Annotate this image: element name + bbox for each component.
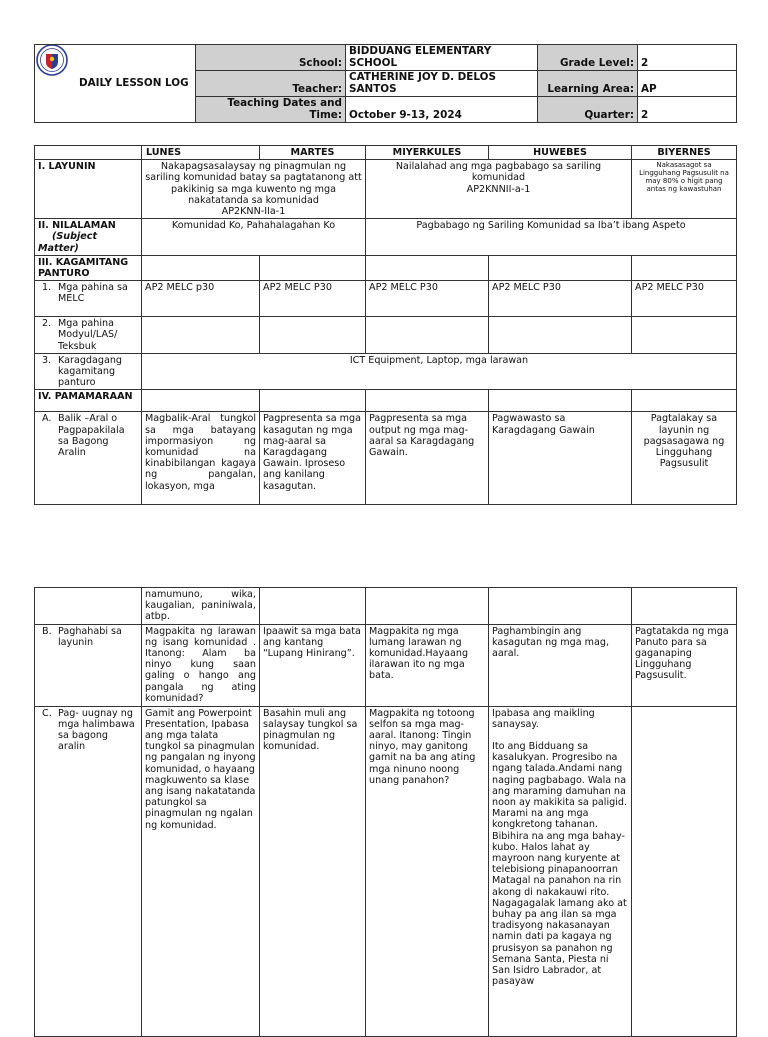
pamamaraan-a-num: A.	[42, 413, 52, 425]
area-label: Learning Area:	[538, 71, 638, 97]
layunin-fri: Nakasasagot sa Lingguhang Pagsusulit na may 80% o higit pang antas ng kawastuhan	[632, 160, 737, 219]
nilalaman-mon-tue: Komunidad Ko, Pahahalagahan Ko	[142, 219, 366, 256]
header-table	[34, 44, 737, 123]
grade-label: Grade Level:	[538, 45, 638, 71]
lesson-table-page1	[34, 145, 737, 505]
pamamaraan-c-num: C.	[42, 707, 52, 719]
layunin-wed-thu-code: AP2KNNII-a-1	[466, 183, 531, 195]
kagamitang-row1-martes: AP2 MELC P30	[260, 281, 366, 317]
kagamitang-row1-huwebes: AP2 MELC P30	[489, 281, 632, 317]
school-label: School:	[196, 45, 346, 71]
pamamaraan-b-huwebes: Paghambingin ang kasagutan ng mga mag, aaral.	[489, 624, 632, 706]
teacher-value: CATHERINE JOY D. DELOS SANTOS	[346, 71, 538, 97]
dates-label: Teaching Dates and Time:	[196, 97, 346, 123]
quarter-value: 2	[638, 97, 737, 123]
pamamaraan-a-lunes: Magbalik-Aral tungkol sa mga batayang impormasiyon ng komunidad na kinabibilangan kagaya ng pangalan, lokasyon, mga	[142, 412, 260, 505]
pamamaraan-a-lunes-continued: namumuno, wika, kaugalian, paniniwala, atbp.	[142, 588, 260, 625]
subject-matter-label: (Subject Matter)	[38, 231, 98, 254]
section-kagamitang: III. KAGAMITANG PANTURO	[35, 255, 142, 280]
layunin-wed-thu-text: Nailalahad ang mga pagbabago sa sariling komunidad	[395, 161, 602, 184]
kagamitang-row1-lunes: AP2 MELC p30	[142, 281, 260, 317]
day-header-huwebes: HUWEBES	[489, 146, 632, 160]
kagamitang-row2-label: 2. Mga pahina Modyul/LAS/ Teksbuk	[35, 317, 142, 354]
dates-value: October 9-13, 2024	[346, 97, 538, 123]
pamamaraan-c-huwebes-instruction: Ipabasa ang maikling sanaysay.	[492, 707, 595, 730]
pamamaraan-b-num: B.	[42, 625, 52, 637]
pamamaraan-b-biyernes: Pagtatakda ng mga Panuto para sa gaganaping Lingguhang Pagsusulit.	[632, 624, 737, 706]
pamamaraan-b-miyerkules: Magpakita ng mga lumang larawan ng komunidad.Hayaang ilarawan ito ng mga bata.	[366, 624, 489, 706]
day-header-biyernes: BIYERNES	[632, 146, 737, 160]
section-nilalaman	[35, 219, 142, 256]
layunin-mon-tue	[142, 160, 366, 219]
pamamaraan-b-label: B. Paghahabi sa layunin	[35, 624, 142, 706]
nilalaman-wed-fri: Pagbabago ng Sariling Komunidad sa Iba’t ibang Aspeto	[366, 219, 737, 256]
pamamaraan-a-huwebes: Pagwawasto sa Karagdagang Gawain	[489, 412, 632, 505]
kagamitang-row1-biyernes: AP2 MELC P30	[632, 281, 737, 317]
pamamaraan-c-label: C. Pag- uugnay ng mga halimbawa sa bagong aralin	[35, 706, 142, 1036]
kagamitang-row1-miyerkules: AP2 MELC P30	[366, 281, 489, 317]
section-layunin: I. LAYUNIN	[35, 160, 142, 219]
pamamaraan-a-biyernes: Pagtalakay sa layunin ng pagsasagawa ng Lingguhang Pagsusulit	[632, 412, 737, 505]
pamamaraan-c-martes: Basahin muli ang salaysay tungkol sa pinagmulan ng komunidad.	[260, 706, 366, 1036]
grade-value: 2	[638, 45, 737, 71]
pamamaraan-a-martes: Pagpresenta sa mga kasagutan ng mga mag-aaral sa Karagdagang Gawain. Iproseso ang kanilang kasagutan.	[260, 412, 366, 505]
pamamaraan-c-huwebes-essay: Ito ang Bidduang sa kasalukyan. Progresibo na ngang talada.Andami nang naging pagbabago. Wala na ang maraming damuhan na noon ay makikita sa paligid. Marami na ang mga kongkretong tahanan. Bibihira na ang mga bahay-kubo. Halos lahat ay mayroon nang kuryente at telebisiong pinapanoorran Matagal na panahon na rin akong di nakakauwi rito. Nagagagalak lamang ako at buhay pa ang ilan sa mga tradisyong nakasanayan namin dati pa kagaya ng prusisyon sa panahon ng Semana Santa, Piesta ni San Isidro Labrador, at pasayaw	[492, 741, 628, 988]
pamamaraan-b-martes: Ipaawit sa mga bata ang kantang “Lupang Hinirang”.	[260, 624, 366, 706]
layunin-mon-tue-code: AP2KNN-IIa-1	[221, 206, 286, 218]
kagamitang-row1-num: 1.	[42, 282, 52, 294]
teacher-label: Teacher:	[196, 71, 346, 97]
day-header-miyerkules: MIYERKULES	[366, 146, 489, 160]
area-value: AP	[638, 71, 737, 97]
pamamaraan-c-huwebes	[489, 706, 632, 1036]
kagamitang-row1-label: 1. Mga pahina sa MELC	[35, 281, 142, 317]
document-title: DAILY LESSON LOG	[35, 45, 196, 123]
layunin-mon-tue-text: Nakapagsasalaysay ng pinagmulan ng sariling komunidad batay sa pagtatanong att pakikinig sa mga kuwento ng mga nakatatanda sa komunidad	[145, 161, 362, 206]
pamamaraan-a-label: A. Balik –Aral o Pagpapakilala sa Bagong Aralin	[35, 412, 142, 505]
pamamaraan-a-miyerkules: Pagpresenta sa mga output ng mga mag-aaral sa Karagdagang Gawain.	[366, 412, 489, 505]
kagamitang-row3-label: 3. Karagdagang kagamitang panturo	[35, 353, 142, 390]
layunin-wed-thu	[366, 160, 632, 219]
section-pamamaraan: IV. PAMAMARAAN	[35, 390, 142, 412]
school-value: BIDDUANG ELEMENTARY SCHOOL	[346, 45, 538, 71]
day-header-martes: MARTES	[260, 146, 366, 160]
day-header-lunes: LUNES	[142, 146, 260, 160]
kagamitang-row3-value: ICT Equipment, Laptop, mga larawan	[142, 353, 737, 390]
lesson-table-page2	[34, 587, 737, 1037]
pamamaraan-c-miyerkules: Magpakita ng totoong selfon sa mga mag-aaral. Itanong: Tingin ninyo, may ganitong gamit na ba ang ating mga ninuno noong unang panahon?	[366, 706, 489, 1036]
kagamitang-row2-num: 2.	[42, 318, 52, 330]
pamamaraan-c-lunes: Gamit ang Powerpoint Presentation, Ipabasa ang mga talata tungkol sa pinagmulan ng pangalan ng inyong komunidad, o hayaang magkuwento sa klase ang isang nakatatanda patungkol sa pinagmulan ng ngalan ng komunidad.	[142, 706, 260, 1036]
nilalaman-label: II. NILALAMAN	[38, 220, 116, 232]
quarter-label: Quarter:	[538, 97, 638, 123]
pamamaraan-b-lunes: Magpakita ng larawan ng isang komunidad . Itanong: Alam ba ninyo kung saan galing o hango ang pangala ng ating komunidad?	[142, 624, 260, 706]
kagamitang-row3-num: 3.	[42, 354, 52, 366]
